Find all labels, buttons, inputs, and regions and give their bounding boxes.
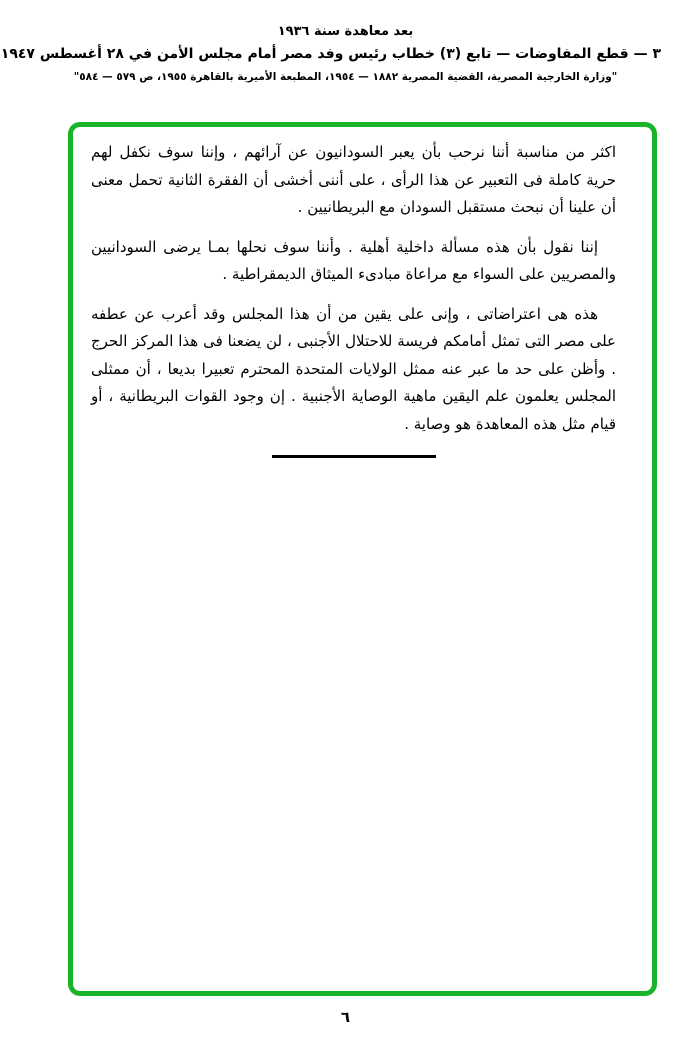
body-paragraph-3: هذه هى اعتراضاتى ، وإنى على يقين من أن هذا المجلس وقد أعرب عن عطفه على مصر التى تمثل أمامكم فريسة للاحتلال الأجنبى ، لن يضعنا فى هذا المركز الحرج . وأظن على حد ما عبر عنه ممثل الولايات المتحدة المحترم تعبيرا بديعا ، أن ممثلى المجلس يعلمون علم اليقين ماهية الوصاية الأجنبية . إن وجود القوات البريطانية ، أو قيام مثل هذه المعاهدة هو وصاية . xyxy=(91,304,616,433)
series-title: بعد معاهدة سنة ١٩٣٦ xyxy=(277,24,414,39)
page-header xyxy=(0,24,691,83)
body-paragraph-1: اكثر من مناسبة أننا نرحب بأن يعبر السودانيون عن آرائهم ، وإننا سوف نكفل لهم حرية كاملة فى التعبير عن هذا الرأى ، على أننى أخشى أن الفقرة الثانية تحمل معنى أن علينا أن نبحث مستقبل السودان مع البريطانيين . xyxy=(91,143,616,216)
green-border-content-box xyxy=(68,122,657,996)
page-number: ٦ xyxy=(340,1008,351,1026)
section-divider xyxy=(272,455,436,458)
document-title: ٣ — قطع المفاوضات — تابع (٣) خطاب رئيس وفد مصر أمام مجلس الأمن في ٢٨ أغسطس ١٩٤٧ xyxy=(0,46,661,62)
body-paragraph-2: إننا نقول بأن هذه مسألة داخلية أهلية . وأننا سوف نحلها بمـا يرضى السودانيين والمصريين على السواء مع مراعاة مبادىء الميثاق الديمقراطية . xyxy=(91,237,616,283)
source-citation: "وزارة الخارجية المصرية، القضية المصرية ١٨٨٢ — ١٩٥٤، المطبعة الأميرية بالقاهرة ١٩٥٥، ص ٥٧٩ — ٥٨٤" xyxy=(73,71,618,83)
